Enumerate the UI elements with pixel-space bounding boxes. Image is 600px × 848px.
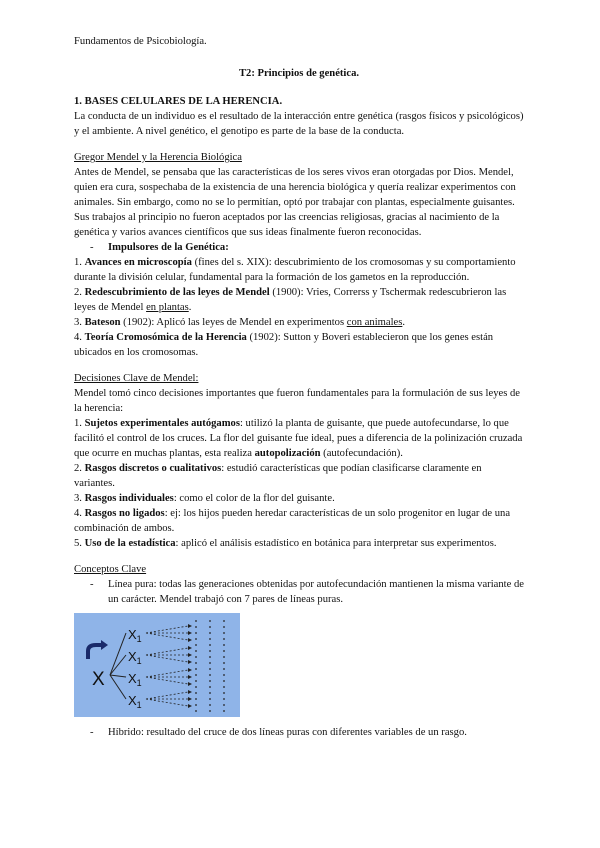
- offspring-dot: [223, 620, 225, 622]
- bullet-dash: -: [90, 727, 94, 738]
- offspring-dot: [195, 704, 197, 706]
- generation-x-label: $X_1$: [128, 649, 142, 666]
- offspring-dot: [209, 626, 211, 628]
- pure-line-figure: [74, 613, 240, 717]
- decisiones-intro: Mendel tomó cinco decisiones importantes que fueron fundamentales para la formulación de sus leyes de la herencia:: [74, 388, 520, 414]
- parent-x-label: X: [92, 669, 105, 690]
- pure-line-diagram: [74, 613, 240, 717]
- decision-item: 4. Rasgos no ligados: ej: los hijos pueden heredar características de un solo progenitor en lugar de una combinación de ambos.: [74, 508, 511, 534]
- section-heading-bases: 1. BASES CELULARES DE LA HERENCIA.: [74, 96, 283, 107]
- offspring-dot: [209, 680, 211, 682]
- offspring-dot: [223, 686, 225, 688]
- offspring-dot: [223, 704, 225, 706]
- offspring-dot: [223, 674, 225, 676]
- offspring-dot: [209, 710, 211, 712]
- offspring-dot: [209, 662, 211, 664]
- decision-item: 5. Uso de la estadística: aplicó el análisis estadístico en botánica para interpretar sus experimentos.: [74, 538, 497, 549]
- offspring-dot: [209, 668, 211, 670]
- document-title: T2: Principios de genética.: [238, 68, 360, 79]
- mendel-paragraph: Antes de Mendel, se pensaba que las características de los seres vivos eran otorgadas por Dios. Mendel, quien era cura, sospechaba de la existencia de una herencia biológica y quería realizar experimentos con animales. Sin embargo, como no se lo permitían, optó por trabajar con plantas, especialmente guisantes. Sus trabajos al principio no fueron aceptados por las creencias religiosas, gracias al nacimiento de la genética y varios avances científicos que sus ideas finalmente fueron reconocidas.: [74, 167, 516, 238]
- offspring-dot: [209, 686, 211, 688]
- generation-x-label: $X_1$: [128, 627, 142, 644]
- impulsores-heading: Impulsores de la Genética:: [108, 242, 229, 253]
- concept-hibrido: - Híbrido: resultado del cruce de dos líneas puras con diferentes variables de un rasgo.: [90, 727, 467, 738]
- document-header: Fundamentos de Psicobiología.: [74, 36, 207, 47]
- offspring-dot: [209, 692, 211, 694]
- offspring-dot: [195, 650, 197, 652]
- offspring-dot: [223, 656, 225, 658]
- concept-linea-pura: - Línea pura: todas las generaciones obtenidas por autofecundación mantienen la misma variante de un carácter. Mendel trabajó con 7 pares de líneas puras.: [90, 579, 524, 605]
- impulsores-heading-line: [74, 240, 524, 255]
- offspring-dot: [195, 698, 197, 700]
- section-intro: La conducta de un individuo es el resultado de la interacción entre genética (rasgos físicos y psicológicos) y el ambiente. A nivel genético, el genotipo es parte de la base de la conducta.: [74, 111, 524, 137]
- generation-x-label: $X_1$: [128, 693, 142, 710]
- offspring-dot: [209, 638, 211, 640]
- offspring-dot: [223, 680, 225, 682]
- document-page: [74, 34, 524, 740]
- offspring-dot: [223, 644, 225, 646]
- offspring-dot: [209, 632, 211, 634]
- offspring-dot: [223, 650, 225, 652]
- offspring-dot: [195, 680, 197, 682]
- decision-item: 2. Rasgos discretos o cualitativos: estudió características que podían clasificarse claramente en variantes.: [74, 463, 482, 489]
- bullet-dash: -: [90, 242, 94, 253]
- offspring-dot: [223, 668, 225, 670]
- offspring-dot: [195, 710, 197, 712]
- offspring-dot: [223, 698, 225, 700]
- offspring-dot: [223, 710, 225, 712]
- offspring-dot: [195, 674, 197, 676]
- offspring-dot: [223, 638, 225, 640]
- figure-background: [74, 613, 240, 717]
- bullet-dash: -: [90, 579, 94, 590]
- offspring-dot: [209, 674, 211, 676]
- mendel-heading: Gregor Mendel y la Herencia Biológica: [74, 152, 242, 163]
- offspring-dot: [195, 686, 197, 688]
- offspring-dot: [195, 656, 197, 658]
- offspring-dot: [223, 692, 225, 694]
- offspring-dot: [195, 620, 197, 622]
- impulsor-item: 2. Redescubrimiento de las leyes de Mendel (1900): Vries, Correrss y Tschermak redescubrieron las leyes de Mendel en plantas.: [74, 287, 507, 313]
- offspring-dot: [195, 632, 197, 634]
- conceptos-heading: Conceptos Clave: [74, 564, 147, 575]
- decision-item: 1. Sujetos experimentales autógamos: utilizó la planta de guisante, que puede autofecundarse, lo que facilitó el control de los cruces. La flor del guisante fue ideal, pues a diferencia de la polinización cruzada que ocurre en muchas plantas, esta realiza autopolización (autofecundación).: [74, 418, 523, 459]
- offspring-dot: [223, 662, 225, 664]
- offspring-dot: [195, 638, 197, 640]
- offspring-dot: [209, 620, 211, 622]
- generation-x-label: $X_1$: [128, 671, 142, 688]
- offspring-dot: [209, 650, 211, 652]
- impulsor-item: 1. Avances en microscopía (fines del s. XIX): descubrimiento de los cromosomas y su comportamiento durante la división celular, fundamental para la formación de los gametos en la reproducción.: [74, 257, 516, 283]
- offspring-dot: [195, 626, 197, 628]
- impulsor-item: 3. Bateson (1902): Aplicó las leyes de Mendel en experimentos con animales.: [74, 317, 406, 328]
- decisiones-heading: Decisiones Clave de Mendel:: [74, 373, 199, 384]
- offspring-dot: [195, 668, 197, 670]
- offspring-dot: [209, 704, 211, 706]
- impulsor-item: 4. Teoría Cromosómica de la Herencia (1902): Sutton y Boveri establecieron que los genes están ubicados en los cromosomas.: [74, 332, 494, 358]
- offspring-dot: [223, 626, 225, 628]
- offspring-dot: [223, 632, 225, 634]
- offspring-dot: [209, 656, 211, 658]
- offspring-dot: [195, 662, 197, 664]
- offspring-dot: [209, 698, 211, 700]
- offspring-dot: [195, 692, 197, 694]
- offspring-dot: [195, 644, 197, 646]
- decision-item: 3. Rasgos individuales: como el color de la flor del guisante.: [74, 493, 335, 504]
- offspring-dot: [209, 644, 211, 646]
